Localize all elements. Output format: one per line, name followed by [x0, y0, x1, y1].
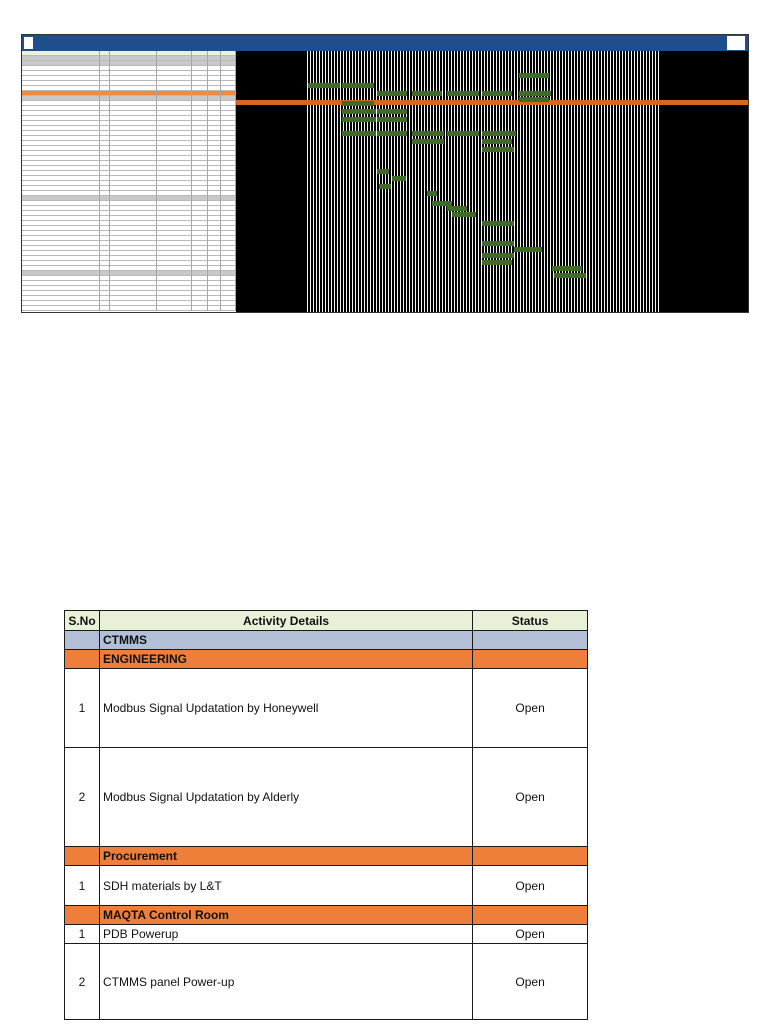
gantt-bar	[392, 176, 406, 181]
row-activity: CTMMS panel Power-up	[99, 944, 472, 1020]
row-sno: 1	[65, 866, 100, 906]
row-sno: 1	[65, 669, 100, 748]
gantt-bar	[377, 109, 407, 114]
gantt-bar	[482, 260, 512, 265]
gantt-bar	[342, 83, 374, 88]
row-status: Open	[473, 944, 588, 1020]
gantt-bar	[514, 247, 542, 252]
gantt-row	[22, 306, 236, 311]
row-activity: SDH materials by L&T	[99, 866, 472, 906]
section-row-engineering	[65, 650, 588, 669]
activity-status-table	[64, 610, 588, 1020]
row-activity: Modbus Signal Updatation by Honeywell	[99, 669, 472, 748]
section-row-ctmms	[65, 631, 588, 650]
table-row	[65, 866, 588, 906]
company-logo-left	[24, 37, 33, 49]
table-row	[65, 748, 588, 847]
header-sno: S.No	[65, 611, 100, 631]
table-row	[65, 944, 588, 1020]
gantt-bar	[342, 117, 376, 122]
table-row	[65, 669, 588, 748]
gantt-bar	[482, 241, 514, 246]
row-status: Open	[473, 925, 588, 944]
gantt-activity-columns	[22, 51, 236, 312]
gantt-bar	[482, 139, 512, 144]
gantt-bar	[412, 131, 444, 136]
gantt-bar	[482, 91, 512, 96]
gantt-bar	[342, 131, 376, 136]
row-sno: 2	[65, 748, 100, 847]
section-row-maqta-control-room	[65, 906, 588, 925]
section-status-cell	[473, 847, 588, 866]
gantt-bar	[482, 221, 514, 226]
gantt-bar	[377, 131, 407, 136]
gantt-bar	[447, 131, 479, 136]
section-row-procurement	[65, 847, 588, 866]
section-status-cell	[473, 650, 588, 669]
gantt-section-band	[236, 100, 748, 105]
section-label: CTMMS	[99, 631, 472, 650]
gantt-bar	[482, 131, 516, 136]
gantt-chart-thumbnail	[21, 34, 749, 313]
row-status: Open	[473, 748, 588, 847]
gantt-bar	[570, 273, 586, 278]
row-sno: 2	[65, 944, 100, 1020]
section-label: ENGINEERING	[99, 650, 472, 669]
gantt-bar	[447, 206, 467, 211]
row-status: Open	[473, 866, 588, 906]
section-sno-cell	[65, 631, 100, 650]
gantt-bar	[554, 273, 570, 278]
row-sno: 1	[65, 925, 100, 944]
section-status-cell	[473, 906, 588, 925]
gantt-title-banner	[22, 35, 748, 51]
row-activity: PDB Powerup	[99, 925, 472, 944]
section-label: MAQTA Control Room	[99, 906, 472, 925]
gantt-bar	[519, 91, 551, 96]
gantt-bar	[482, 147, 514, 152]
section-sno-cell	[65, 847, 100, 866]
gantt-bar	[342, 101, 374, 106]
header-status: Status	[473, 611, 588, 631]
section-sno-cell	[65, 906, 100, 925]
gantt-bar	[447, 91, 479, 96]
section-label: Procurement	[99, 847, 472, 866]
gantt-bar	[519, 97, 549, 102]
row-activity: Modbus Signal Updatation by Alderly	[99, 748, 472, 847]
table-header-row	[65, 611, 588, 631]
company-logo-right	[727, 36, 745, 50]
gantt-bar	[308, 83, 340, 88]
gantt-bar	[552, 266, 582, 271]
gantt-bar	[342, 109, 376, 114]
gantt-bar	[412, 139, 444, 144]
gantt-bar	[379, 184, 391, 189]
gantt-bar	[519, 73, 549, 78]
gantt-bar	[377, 91, 407, 96]
table-row	[65, 925, 588, 944]
gantt-bar	[377, 169, 389, 174]
gantt-bar	[412, 91, 442, 96]
gantt-bar	[427, 191, 437, 196]
header-activity: Activity Details	[99, 611, 472, 631]
gantt-bar	[482, 253, 514, 258]
gantt-bar	[377, 117, 407, 122]
section-status-cell	[473, 631, 588, 650]
gantt-bar	[452, 212, 476, 217]
row-status: Open	[473, 669, 588, 748]
section-sno-cell	[65, 650, 100, 669]
